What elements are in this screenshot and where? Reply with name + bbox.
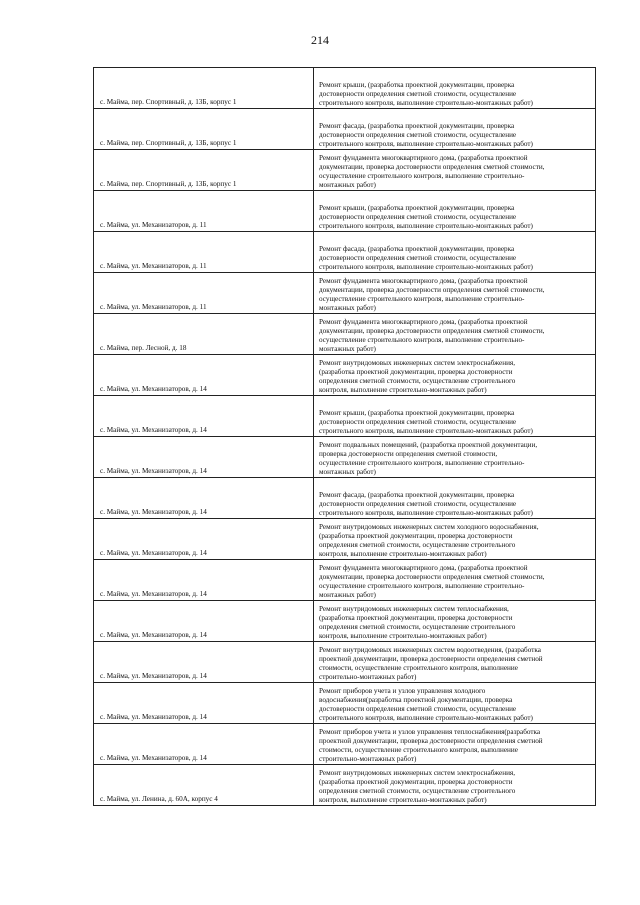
work-description-line: водоснабжения(разработка проектной документации, проверка — [319, 695, 513, 704]
work-description-line: Ремонт крыши, (разработка проектной документации, проверка — [319, 80, 515, 89]
work-description-line: контроля, выполнение строительно-монтажных работ) — [319, 549, 487, 558]
work-description-line: монтажных работ) — [319, 590, 376, 599]
work-description-line: достоверности определения сметной стоимости, осуществление — [319, 499, 517, 508]
work-description-line: (разработка проектной документации, проверка достоверности — [319, 777, 513, 786]
address-cell: с. Майма, ул. Механизаторов, д. 14 — [94, 478, 314, 519]
work-description-line: проектной документации, проверка достоверности определения сметной — [319, 654, 543, 663]
work-description-line: осуществление строительного контроля, выполнение строительно- — [319, 458, 525, 467]
address-cell: с. Майма, ул. Механизаторов, д. 14 — [94, 396, 314, 437]
work-description-line: документации, проверка достоверности определения сметной стоимости, — [319, 326, 545, 335]
table-row — [94, 601, 596, 642]
work-description-line: Ремонт крыши, (разработка проектной документации, проверка — [319, 408, 515, 417]
work-description-line: Ремонт внутридомовых инженерных систем холодного водоснабжения, — [319, 522, 539, 531]
work-description-line: достоверности определения сметной стоимости, осуществление — [319, 253, 517, 262]
work-description-line: контроля, выполнение строительно-монтажных работ) — [319, 795, 487, 804]
work-description-cell — [314, 601, 596, 642]
address-cell: с. Майма, ул. Механизаторов, д. 11 — [94, 191, 314, 232]
work-description-line: осуществление строительного контроля, выполнение строительно- — [319, 294, 525, 303]
work-description-line: контроля, выполнение строительно-монтажных работ) — [319, 631, 487, 640]
address-cell: с. Майма, ул. Механизаторов, д. 14 — [94, 642, 314, 683]
address-cell: с. Майма, пер. Спортивный, д. 13Б, корпус 1 — [94, 68, 314, 109]
address-cell: с. Майма, ул. Механизаторов, д. 14 — [94, 724, 314, 765]
work-description-cell — [314, 724, 596, 765]
work-description-cell — [314, 232, 596, 273]
work-description-line: документации, проверка достоверности определения сметной стоимости, — [319, 285, 545, 294]
page-number: 214 — [311, 33, 329, 47]
work-description-cell — [314, 355, 596, 396]
work-description-cell — [314, 560, 596, 601]
work-description-line: монтажных работ) — [319, 303, 376, 312]
work-description-cell — [314, 683, 596, 724]
work-description-cell — [314, 396, 596, 437]
work-description-line: Ремонт фасада, (разработка проектной документации, проверка — [319, 121, 515, 130]
table-row — [94, 314, 596, 355]
work-description-line: достоверности определения сметной стоимости, осуществление — [319, 89, 517, 98]
work-description-line: достоверности определения сметной стоимости, осуществление — [319, 130, 517, 139]
work-description-line: строительно-монтажных работ) — [319, 754, 417, 763]
table-row — [94, 478, 596, 519]
work-description-line: Ремонт фундамента многоквартирного дома, (разработка проектной — [319, 276, 528, 285]
work-description-line: документации, проверка достоверности определения сметной стоимости, — [319, 162, 545, 171]
address-cell: с. Майма, ул. Механизаторов, д. 11 — [94, 273, 314, 314]
address-cell: с. Майма, ул. Механизаторов, д. 14 — [94, 601, 314, 642]
work-description-line: Ремонт внутридомовых инженерных систем водоотведения, (разработка — [319, 645, 541, 654]
table-row — [94, 519, 596, 560]
work-description-line: документации, проверка достоверности определения сметной стоимости, — [319, 572, 545, 581]
table-row — [94, 437, 596, 478]
address-cell: с. Майма, ул. Механизаторов, д. 14 — [94, 437, 314, 478]
address-cell: с. Майма, ул. Механизаторов, д. 14 — [94, 355, 314, 396]
address-cell: с. Майма, пер. Спортивный, д. 13Б, корпус 1 — [94, 150, 314, 191]
work-description-line: монтажных работ) — [319, 467, 376, 476]
work-description-line: проектной документации, проверка достоверности определения сметной — [319, 736, 543, 745]
work-description-cell — [314, 765, 596, 806]
work-description-line: Ремонт фундамента многоквартирного дома, (разработка проектной — [319, 563, 528, 572]
work-description-cell — [314, 191, 596, 232]
address-cell: с. Майма, ул. Механизаторов, д. 14 — [94, 519, 314, 560]
address-cell: с. Майма, ул. Механизаторов, д. 14 — [94, 683, 314, 724]
work-description-line: достоверности определения сметной стоимости, осуществление — [319, 212, 517, 221]
table-row — [94, 642, 596, 683]
table-row — [94, 150, 596, 191]
work-description-line: осуществление строительного контроля, выполнение строительно- — [319, 335, 525, 344]
work-description-line: строительного контроля, выполнение строительно-монтажных работ) — [319, 98, 533, 107]
work-description-line: (разработка проектной документации, проверка достоверности — [319, 367, 513, 376]
work-description-line: монтажных работ) — [319, 344, 376, 353]
work-description-line: Ремонт крыши, (разработка проектной документации, проверка — [319, 203, 515, 212]
table-row — [94, 396, 596, 437]
work-description-line: Ремонт приборов учета и узлов управления холодного — [319, 686, 486, 695]
table-row — [94, 232, 596, 273]
work-description-line: Ремонт фасада, (разработка проектной документации, проверка — [319, 490, 515, 499]
work-description-cell — [314, 68, 596, 109]
address-cell: с. Майма, пер. Лесной, д. 18 — [94, 314, 314, 355]
table-row — [94, 560, 596, 601]
table-row — [94, 273, 596, 314]
work-description-line: строительного контроля, выполнение строительно-монтажных работ) — [319, 426, 533, 435]
repair-works-table — [93, 67, 596, 806]
work-description-line: определения сметной стоимости, осуществление строительного — [319, 376, 516, 385]
work-description-cell — [314, 109, 596, 150]
table-row — [94, 683, 596, 724]
work-description-line: достоверности определения сметной стоимости, осуществление — [319, 704, 517, 713]
work-description-cell — [314, 478, 596, 519]
work-description-cell — [314, 437, 596, 478]
work-description-cell — [314, 642, 596, 683]
work-description-line: строительного контроля, выполнение строительно-монтажных работ) — [319, 508, 533, 517]
work-description-line: строительного контроля, выполнение строительно-монтажных работ) — [319, 713, 533, 722]
work-description-line: Ремонт фундамента многоквартирного дома, (разработка проектной — [319, 153, 528, 162]
work-description-line: проверка достоверности определения сметной стоимости, — [319, 449, 498, 458]
table-row — [94, 109, 596, 150]
table-row — [94, 765, 596, 806]
work-description-line: Ремонт внутридомовых инженерных систем электроснабжения, — [319, 768, 516, 777]
work-description-line: стоимости, осуществление строительного контроля, выполнение — [319, 745, 518, 754]
work-description-line: строительного контроля, выполнение строительно-монтажных работ) — [319, 221, 533, 230]
address-cell: с. Майма, ул. Механизаторов, д. 14 — [94, 560, 314, 601]
work-description-line: Ремонт внутридомовых инженерных систем электроснабжения, — [319, 358, 516, 367]
work-description-line: монтажных работ) — [319, 180, 376, 189]
work-description-line: Ремонт приборов учета и узлов управления теплоснабжения(разработка — [319, 727, 541, 736]
table-body — [94, 68, 596, 806]
work-description-line: строительного контроля, выполнение строительно-монтажных работ) — [319, 139, 533, 148]
table-row — [94, 355, 596, 396]
work-description-line: Ремонт фундамента многоквартирного дома, (разработка проектной — [319, 317, 528, 326]
work-description-line: Ремонт подвальных помещений, (разработка проектной документации, — [319, 440, 538, 449]
work-description-line: стоимости, осуществление строительного контроля, выполнение — [319, 663, 518, 672]
work-description-line: строительного контроля, выполнение строительно-монтажных работ) — [319, 262, 533, 271]
work-description-cell — [314, 150, 596, 191]
address-cell: с. Майма, пер. Спортивный, д. 13Б, корпус 1 — [94, 109, 314, 150]
work-description-cell — [314, 273, 596, 314]
work-description-line: определения сметной стоимости, осуществление строительного — [319, 622, 516, 631]
table-row — [94, 68, 596, 109]
work-description-line: определения сметной стоимости, осуществление строительного — [319, 540, 516, 549]
work-description-line: (разработка проектной документации, проверка достоверности — [319, 531, 513, 540]
work-description-line: достоверности определения сметной стоимости, осуществление — [319, 417, 517, 426]
table-row — [94, 191, 596, 232]
work-description-line: Ремонт внутридомовых инженерных систем теплоснабжения, — [319, 604, 509, 613]
address-cell: с. Майма, ул. Механизаторов, д. 11 — [94, 232, 314, 273]
address-cell: с. Майма, ул. Ленина, д. 60А, корпус 4 — [94, 765, 314, 806]
work-description-line: осуществление строительного контроля, выполнение строительно- — [319, 171, 525, 180]
work-description-cell — [314, 519, 596, 560]
work-description-line: Ремонт фасада, (разработка проектной документации, проверка — [319, 244, 515, 253]
work-description-line: строительно-монтажных работ) — [319, 672, 417, 681]
table-row — [94, 724, 596, 765]
work-description-line: контроля, выполнение строительно-монтажных работ) — [319, 385, 487, 394]
work-description-line: осуществление строительного контроля, выполнение строительно- — [319, 581, 525, 590]
work-description-cell — [314, 314, 596, 355]
work-description-line: определения сметной стоимости, осуществление строительного — [319, 786, 516, 795]
work-description-line: (разработка проектной документации, проверка достоверности — [319, 613, 513, 622]
